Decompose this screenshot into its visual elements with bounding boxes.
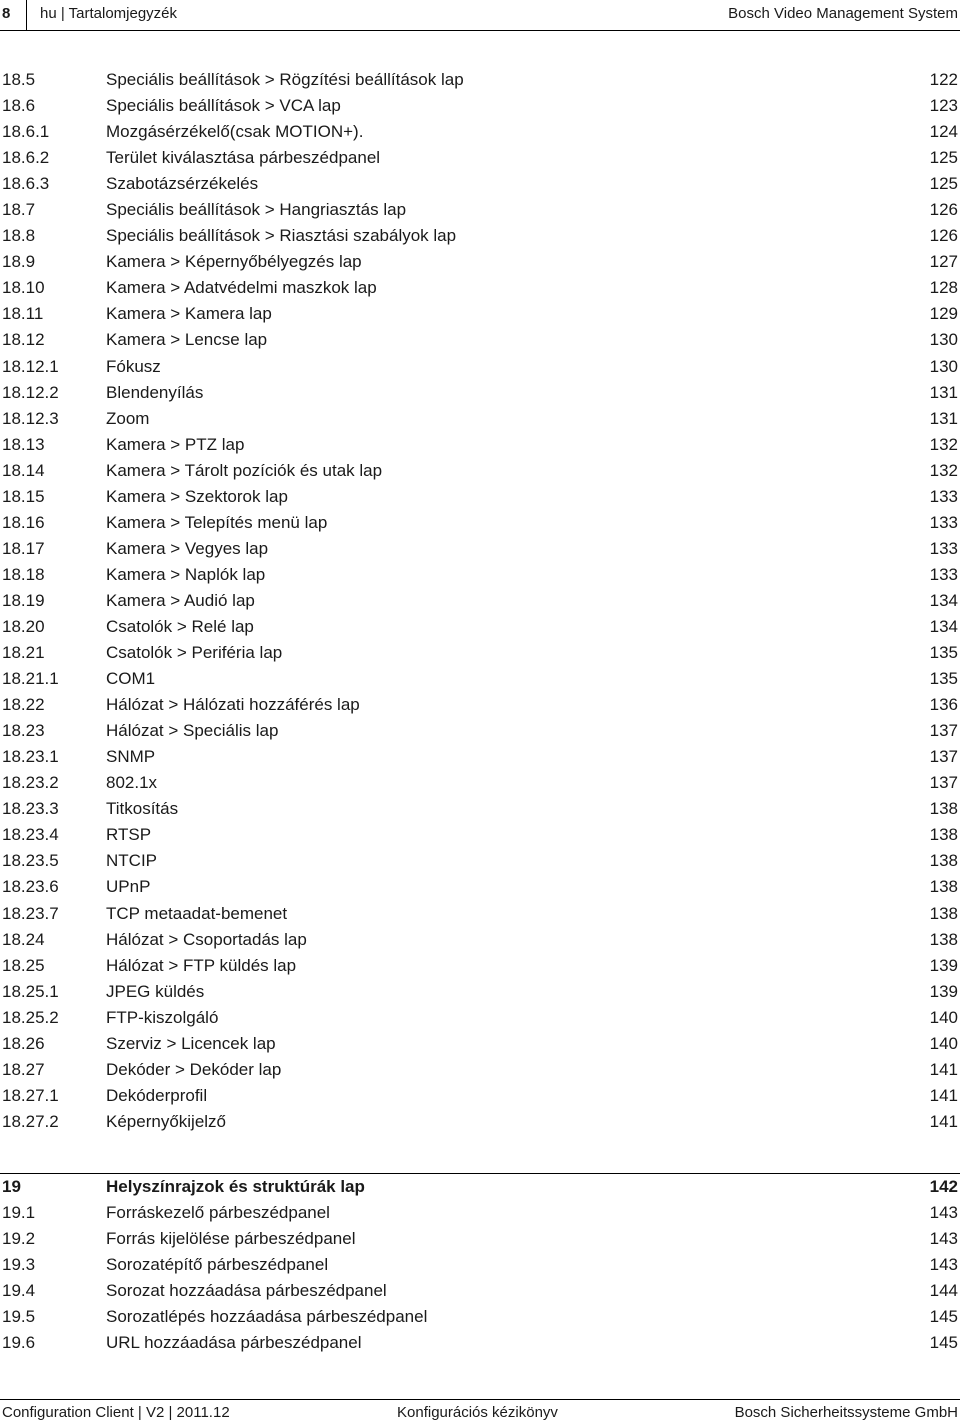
toc-entry[interactable] [0, 145, 960, 171]
toc-entry-page: 131 [929, 382, 958, 402]
toc-entry-page: 133 [929, 564, 958, 584]
toc-entry-title: Hálózat > Hálózati hozzáférés lap [106, 695, 360, 715]
toc-entry-title: Sorozatlépés hozzáadása párbeszédpanel [106, 1307, 428, 1327]
toc-entry-number: 18.8 [2, 226, 36, 246]
toc-entry[interactable] [0, 770, 960, 796]
toc-entry[interactable] [0, 1278, 960, 1304]
toc-entry-page: 144 [929, 1281, 958, 1301]
toc-entry-number: 18.18 [2, 564, 45, 584]
toc-entry-number: 18.26 [2, 1033, 45, 1053]
toc-entry-page: 138 [929, 825, 958, 845]
toc-entry[interactable] [0, 588, 960, 614]
toc-entry[interactable] [0, 1109, 960, 1135]
toc-entry-title: Speciális beállítások > Hangriasztás lap [106, 200, 407, 220]
toc-entry[interactable] [0, 93, 960, 119]
toc-entry[interactable] [0, 67, 960, 93]
toc-entry-title: Mozgásérzékelő(csak MOTION+). [106, 122, 364, 142]
toc-entry-number: 18.10 [2, 278, 45, 298]
toc-entry-title: Kamera > Naplók lap [106, 564, 266, 584]
toc-entry-page: 143 [929, 1255, 958, 1275]
toc-entry[interactable] [0, 927, 960, 953]
toc-entry-number: 18.6.1 [2, 122, 50, 142]
toc-entry-page: 138 [929, 929, 958, 949]
toc-entry[interactable] [0, 354, 960, 380]
toc-entry-number: 18.23.6 [2, 877, 59, 897]
toc-entry[interactable] [0, 614, 960, 640]
toc-entry-page: 134 [929, 590, 958, 610]
toc-entry-number: 19.4 [2, 1281, 36, 1301]
toc-entry-title: Kamera > Szektorok lap [106, 486, 288, 506]
toc-entry-number: 18.20 [2, 616, 45, 636]
toc-entry[interactable] [0, 458, 960, 484]
toc-entry-number: 18.27.2 [2, 1111, 59, 1131]
toc-entry-title: SNMP [106, 747, 156, 767]
toc-entry-title: JPEG küldés [106, 981, 205, 1001]
toc-entry-title: Csatolók > Periféria lap [106, 643, 283, 663]
toc-entry-number: 18.23.4 [2, 825, 59, 845]
toc-entry-number: 18.23 [2, 721, 45, 741]
toc-entry-number: 18.15 [2, 486, 45, 506]
toc-entry-title: 802.1x [106, 773, 158, 793]
toc-entry-title: Titkosítás [106, 799, 179, 819]
toc-entry[interactable] [0, 796, 960, 822]
toc-entry-page: 135 [929, 669, 958, 689]
toc-entry-number: 18.25.1 [2, 981, 59, 1001]
toc-section-18 [0, 67, 960, 1135]
toc-entry-title: Kamera > PTZ lap [106, 434, 245, 454]
toc-entry-title: RTSP [106, 825, 152, 845]
toc-entry[interactable] [0, 327, 960, 353]
toc-entry-title: Kamera > Vegyes lap [106, 538, 269, 558]
toc-entry-number: 18.21.1 [2, 669, 59, 689]
toc-entry[interactable] [0, 1252, 960, 1278]
toc-entry[interactable] [0, 1083, 960, 1109]
toc-entry-title: Kamera > Audió lap [106, 590, 255, 610]
toc-entry-page: 130 [929, 356, 958, 376]
toc-entry-page: 138 [929, 851, 958, 871]
toc-entry-page: 131 [929, 408, 958, 428]
toc-entry-number: 18.5 [2, 70, 36, 89]
toc-entry-title: Kamera > Adatvédelmi maszkok lap [106, 278, 377, 298]
footer-manual-title: Konfigurációs kézikönyv [397, 1404, 558, 1421]
toc-entry-page: 129 [929, 304, 958, 324]
toc-entry-number: 19.6 [2, 1333, 36, 1353]
toc-entry-number: 18.12.2 [2, 382, 59, 402]
toc-entry[interactable] [0, 223, 960, 249]
toc-entry-title: Dekóderprofil [106, 1085, 208, 1105]
toc-entry-number: 18.16 [2, 512, 45, 532]
toc-entry[interactable] [0, 953, 960, 979]
toc-entry-title: FTP-kiszolgáló [106, 1007, 219, 1027]
toc-entry-number: 18.25 [2, 955, 45, 975]
toc-entry-title: UPnP [106, 877, 151, 897]
toc-entry-number: 18.23.1 [2, 747, 59, 767]
toc-entry[interactable] [0, 1031, 960, 1057]
toc-entry-title: TCP metaadat-bemenet [106, 903, 288, 923]
toc-section-19 [0, 1173, 960, 1356]
toc-entry-number: 18.27 [2, 1059, 45, 1079]
toc-entry[interactable] [0, 718, 960, 744]
toc-entry-page: 133 [929, 538, 958, 558]
toc-entry-number: 18.12.3 [2, 408, 59, 428]
toc-entry-page: 136 [929, 695, 958, 715]
toc-entry-title: Sorozatépítő párbeszédpanel [106, 1255, 329, 1275]
toc-entry-title: Szabotázsérzékelés [106, 174, 259, 194]
toc-entry-title: Forrás kijelölése párbeszédpanel [106, 1229, 356, 1249]
toc-entry-title: Kamera > Képernyőbélyegzés lap [106, 252, 362, 272]
toc-entry-title: Csatolók > Relé lap [106, 616, 254, 636]
toc-entry-page: 141 [929, 1059, 958, 1079]
toc-entry-number: 18.14 [2, 460, 45, 480]
toc-entry[interactable] [0, 406, 960, 432]
toc-entry[interactable] [0, 275, 960, 301]
toc-entry-page: 141 [929, 1085, 958, 1105]
toc-entry[interactable] [0, 666, 960, 692]
toc-entry[interactable] [0, 536, 960, 562]
toc-entry-title: Speciális beállítások > VCA lap [106, 96, 341, 116]
toc-entry-title: Zoom [106, 408, 150, 428]
toc-entry-number: 19 [2, 1177, 21, 1196]
toc-entry-number: 18.6.2 [2, 148, 50, 168]
toc-entry[interactable] [0, 901, 960, 927]
toc-entry[interactable] [0, 1057, 960, 1083]
toc-entry-page: 125 [929, 174, 958, 194]
toc-entry-title: Hálózat > FTP küldés lap [106, 955, 297, 975]
toc-entry[interactable] [0, 692, 960, 718]
toc-entry-title: Kamera > Telepítés menü lap [106, 512, 328, 532]
toc-entry-title: Szerviz > Licencek lap [106, 1033, 276, 1053]
toc-entry-number: 18.6 [2, 96, 36, 116]
toc-entry[interactable] [0, 874, 960, 900]
toc-entry-page: 137 [929, 747, 958, 767]
toc-entry-number: 18.13 [2, 434, 45, 454]
toc-entry-page: 132 [929, 434, 958, 454]
toc-entry-title: Speciális beállítások > Rögzítési beállítások lap [106, 70, 464, 89]
toc-entry-number: 19.2 [2, 1229, 36, 1249]
toc-entry-page: 138 [929, 903, 958, 923]
toc-entry-page: 133 [929, 486, 958, 506]
toc-entry-title: Dekóder > Dekóder lap [106, 1059, 282, 1079]
toc-entry-number: 18.24 [2, 929, 45, 949]
toc-entry[interactable] [0, 979, 960, 1005]
toc-entry-number: 18.11 [2, 304, 44, 324]
toc-entry-page: 139 [929, 981, 958, 1001]
header-divider [26, 0, 27, 30]
toc-entry-title: COM1 [106, 669, 156, 689]
toc-entry[interactable] [0, 1304, 960, 1330]
toc-entry[interactable] [0, 822, 960, 848]
toc-entry[interactable] [0, 640, 960, 666]
toc-entry-number: 18.23.7 [2, 903, 59, 923]
toc-entry-title: URL hozzáadása párbeszédpanel [106, 1333, 362, 1353]
toc-entry-number: 18.9 [2, 252, 36, 272]
toc-entry-page: 127 [929, 252, 958, 272]
toc-entry-number: 18.21 [2, 643, 45, 663]
toc-entry[interactable] [0, 380, 960, 406]
toc-entry-title: Kamera > Tárolt pozíciók és utak lap [106, 460, 383, 480]
toc-entry-number: 18.7 [2, 200, 36, 220]
toc-entry-title: Terület kiválasztása párbeszédpanel [106, 148, 381, 168]
toc-entry[interactable] [0, 1174, 960, 1200]
toc-entry-page: 141 [929, 1111, 958, 1131]
toc-entry-page: 135 [929, 643, 958, 663]
toc-entry[interactable] [0, 510, 960, 536]
toc-entry-page: 126 [929, 200, 958, 220]
footer-company: Bosch Sicherheitssysteme GmbH [734, 1404, 958, 1421]
toc-entry-number: 19.5 [2, 1307, 36, 1327]
toc-entry[interactable] [0, 171, 960, 197]
toc-entry-page: 145 [929, 1333, 958, 1353]
toc-entry-page: 126 [929, 226, 958, 246]
toc-entry-page: 139 [929, 955, 958, 975]
toc-entry[interactable] [0, 848, 960, 874]
toc-entry[interactable] [0, 562, 960, 588]
toc-entry-title: Kamera > Kamera lap [106, 304, 272, 324]
toc-entry[interactable] [0, 1226, 960, 1252]
toc-entry-page: 122 [929, 70, 958, 89]
toc-entry[interactable] [0, 484, 960, 510]
toc-entry-number: 18.12 [2, 330, 45, 350]
toc-entry-title: Fókusz [106, 356, 161, 376]
toc-entry-title: Hálózat > Speciális lap [106, 721, 279, 741]
toc-entry[interactable] [0, 119, 960, 145]
page-number: 8 [2, 5, 11, 22]
toc-entry-page: 128 [929, 278, 958, 298]
toc-entry-title: Forráskezelő párbeszédpanel [106, 1203, 330, 1223]
toc-entry-page: 140 [929, 1007, 958, 1027]
toc-entry-number: 18.19 [2, 590, 45, 610]
toc-entry-page: 143 [929, 1203, 958, 1223]
toc-entry-page: 137 [929, 773, 958, 793]
toc-entry-number: 18.12.1 [2, 356, 59, 376]
toc-entry-page: 138 [929, 877, 958, 897]
footer-edition: Configuration Client | V2 | 2011.12 [2, 1404, 230, 1421]
toc-entry-page: 142 [929, 1177, 958, 1196]
toc-entry-number: 18.17 [2, 538, 45, 558]
header-product: Bosch Video Management System [728, 5, 958, 22]
toc-entry-title: Sorozat hozzáadása párbeszédpanel [106, 1281, 387, 1301]
toc-entry-page: 133 [929, 512, 958, 532]
toc-entry-title: Helyszínrajzok és struktúrák lap [106, 1177, 365, 1196]
toc-entry-page: 143 [929, 1229, 958, 1249]
toc-entry-page: 145 [929, 1307, 958, 1327]
toc-entry-number: 18.23.3 [2, 799, 59, 819]
toc-entry[interactable] [0, 249, 960, 275]
toc-entry-page: 123 [929, 96, 958, 116]
toc-entry-number: 18.23.5 [2, 851, 59, 871]
toc-entry[interactable] [0, 432, 960, 458]
toc-entry-number: 18.27.1 [2, 1085, 59, 1105]
toc-entry[interactable] [0, 301, 960, 327]
toc-entry-page: 137 [929, 721, 958, 741]
toc-entry-number: 18.23.2 [2, 773, 59, 793]
toc-entry-page: 134 [929, 616, 958, 636]
page-footer [0, 1399, 960, 1424]
toc-entry-title: Hálózat > Csoportadás lap [106, 929, 307, 949]
toc-entry-title: Blendenyílás [106, 382, 204, 402]
toc-entry-title: Kamera > Lencse lap [106, 330, 268, 350]
toc-entry-page: 130 [929, 330, 958, 350]
toc-entry[interactable] [0, 1330, 960, 1356]
toc-entry-page: 125 [929, 148, 958, 168]
page-header [0, 0, 960, 31]
toc-entry-number: 19.3 [2, 1255, 36, 1275]
toc-entry-title: Speciális beállítások > Riasztási szabályok lap [106, 226, 457, 246]
toc-entry-number: 18.25.2 [2, 1007, 59, 1027]
toc-entry-page: 138 [929, 799, 958, 819]
toc-entry[interactable] [0, 197, 960, 223]
toc-entry[interactable] [0, 1005, 960, 1031]
toc-entry-number: 18.22 [2, 695, 45, 715]
toc-entry-page: 140 [929, 1033, 958, 1053]
toc-entry[interactable] [0, 744, 960, 770]
toc-entry-title: Képernyőkijelző [106, 1111, 227, 1131]
toc-entry[interactable] [0, 1200, 960, 1226]
toc-entry-number: 19.1 [2, 1203, 36, 1223]
toc-entry-number: 18.6.3 [2, 174, 50, 194]
toc-entry-page: 132 [929, 460, 958, 480]
header-title: hu | Tartalomjegyzék [40, 5, 178, 22]
toc-entry-page: 124 [929, 122, 958, 142]
toc-entry-title: NTCIP [106, 851, 157, 871]
